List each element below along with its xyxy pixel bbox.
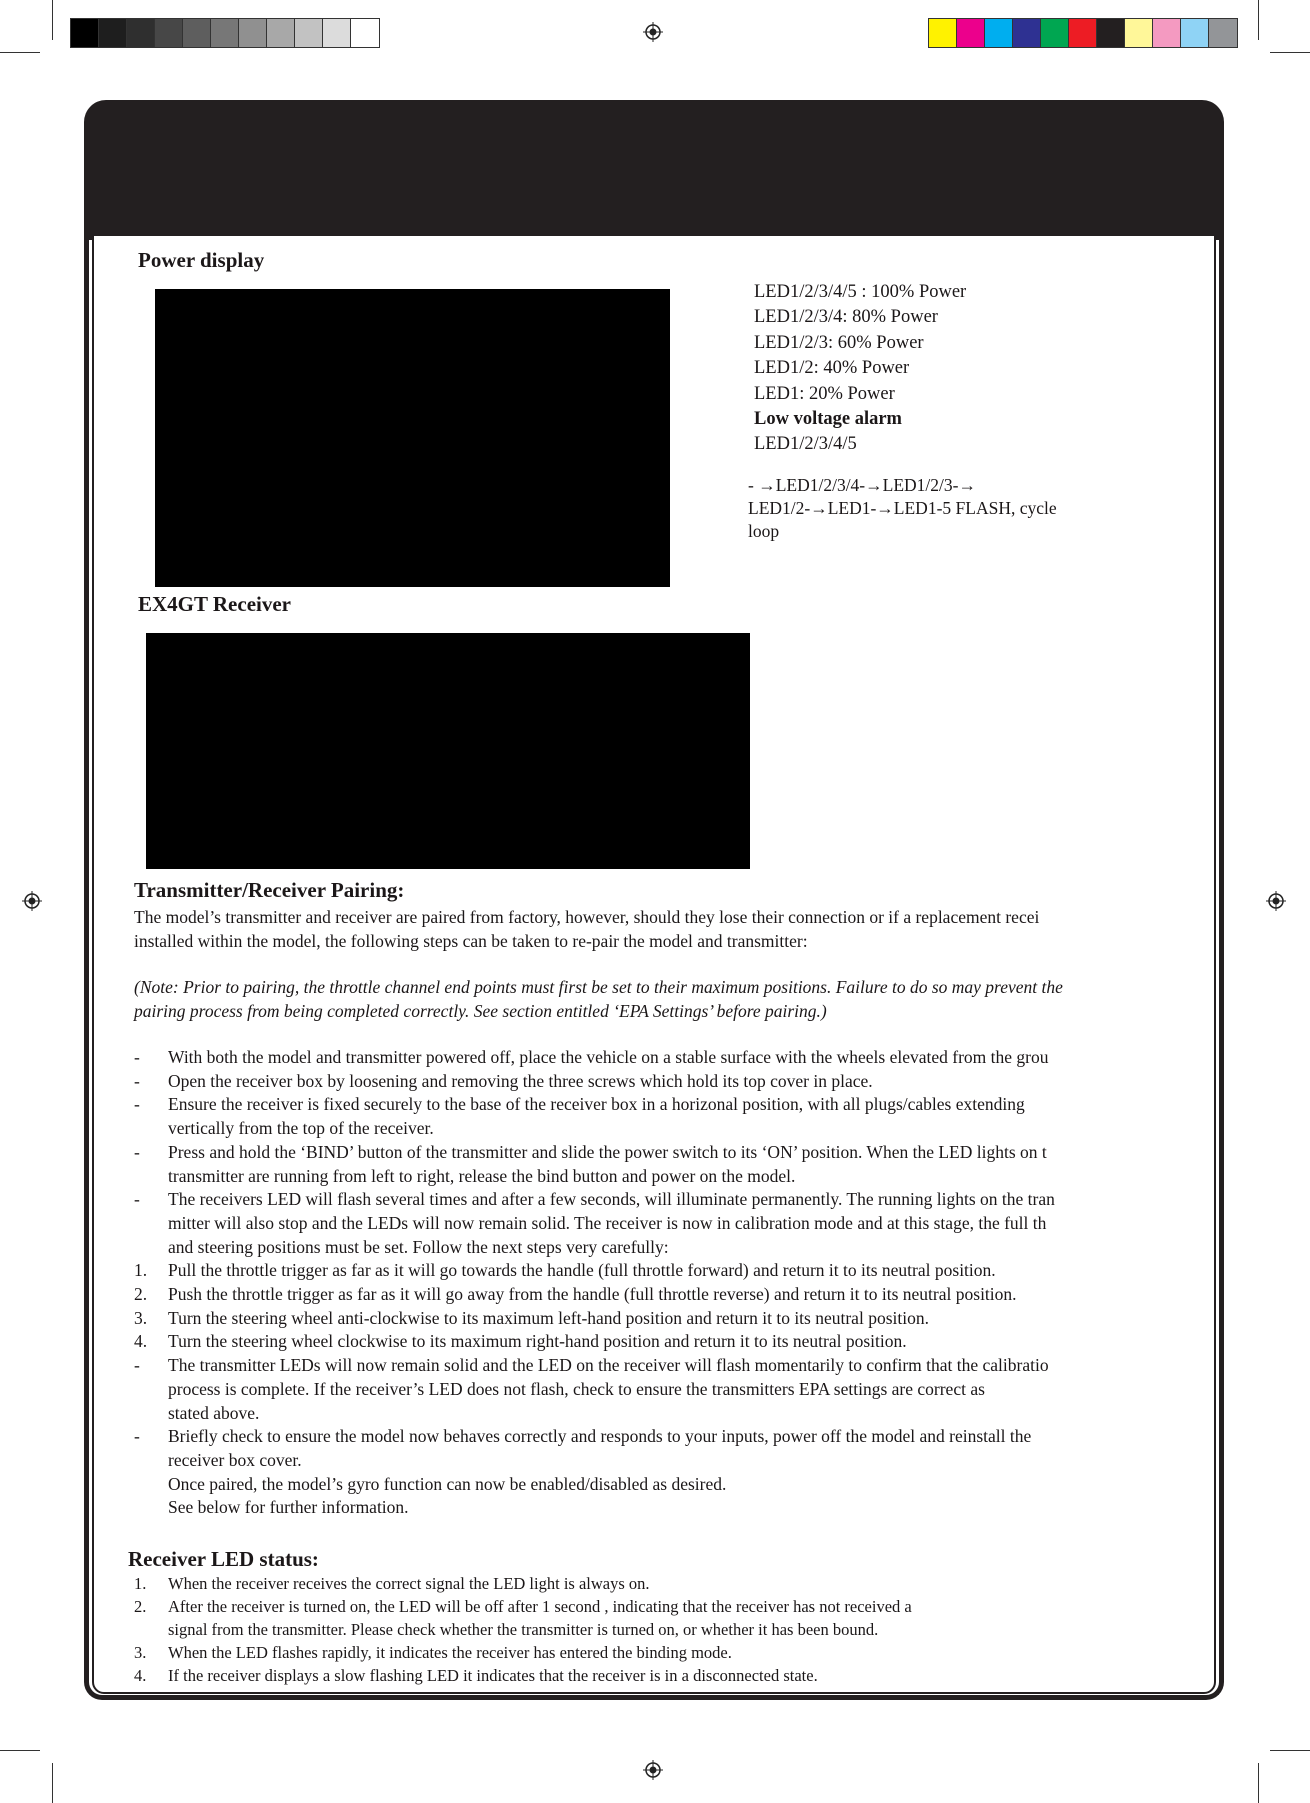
pairing-step: [130, 1141, 1055, 1188]
list-item-text: Turn the steering wheel clockwise to its maximum right-hand position and return it to its neutral position.: [168, 1331, 907, 1352]
list-marker: -: [134, 1094, 140, 1115]
list-item-text: and steering positions must be set. Follow the next steps very carefully:: [168, 1236, 669, 1257]
led-status-item: [130, 1595, 912, 1641]
pairing-step: [130, 1188, 1055, 1259]
list-item-text: stated above.: [168, 1402, 260, 1423]
list-marker: -: [134, 1355, 140, 1376]
list-marker: 3.: [134, 1307, 148, 1328]
pairing-step: [130, 1070, 1055, 1094]
power-level-item: LED1/2: 40% Power: [754, 358, 910, 379]
list-item-text: transmitter are running from left to right, release the bind button and power on the model.: [168, 1165, 796, 1186]
power-display-image: [155, 289, 670, 587]
power-level-item: LED1/2/3: 60% Power: [754, 332, 924, 353]
list-item-text: mitter will also stop and the LEDs will now remain solid. The receiver is now in calibration mode and at this stage, the full th: [168, 1212, 1047, 1233]
list-marker: 2.: [134, 1597, 147, 1616]
pairing-step: [130, 1307, 1055, 1331]
led-status-list: [130, 1572, 912, 1687]
list-item-text: The receivers LED will flash several times and after a few seconds, will illuminate permanently. The running lights on the tran: [168, 1189, 1055, 1210]
power-level-item: LED1/2/3/4: 80% Power: [754, 307, 938, 328]
list-item-text: process is complete. If the receiver’s LED does not flash, check to ensure the transmitters EPA settings are correct as: [168, 1378, 985, 1399]
list-marker: -: [134, 1189, 140, 1210]
receiver-heading: EX4GT Receiver: [138, 592, 291, 616]
pairing-step: [130, 1283, 1055, 1307]
list-item-text: When the receiver receives the correct signal the LED light is always on.: [168, 1574, 650, 1593]
receiver-image: [146, 633, 750, 869]
power-level-list: [754, 280, 966, 458]
list-item-text: If the receiver displays a slow flashing LED it indicates that the receiver is in a disconnected state.: [168, 1666, 818, 1685]
led-status-item: [130, 1641, 912, 1664]
pairing-intro: The model’s transmitter and receiver are paired from factory, however, should they lose their connection or if a replacement recei installed within the model, the following steps can be taken to re-pair the model and transmitter:: [134, 907, 1040, 951]
list-item-text: The transmitter LEDs will now remain solid and the LED on the receiver will flash momentarily to confirm that the calibratio: [168, 1355, 1049, 1376]
list-marker: 3.: [134, 1643, 147, 1662]
power-level-item: LED1/2/3/4/5 : 100% Power: [754, 282, 967, 302]
list-item-text: vertically from the top of the receiver.: [168, 1118, 434, 1139]
power-level-item: LED1: 20% Power: [754, 383, 895, 404]
list-item-text: When the LED flashes rapidly, it indicates the receiver has entered the binding mode.: [168, 1643, 732, 1662]
low-voltage-alarm-leds: LED1/2/3/4/5: [754, 434, 857, 455]
list-marker: 2.: [134, 1284, 148, 1305]
list-marker: 1.: [134, 1260, 148, 1281]
list-marker: -: [134, 1426, 140, 1447]
alarm-sequence-text: - →LED1/2/3/4-→LED1/2/3-→ LED1/2-→LED1-→LED1-5 FLASH, cycle loop: [748, 475, 1057, 541]
pairing-heading: Transmitter/Receiver Pairing:: [134, 878, 405, 902]
pairing-steps-list: [130, 1046, 1055, 1520]
list-item-text: signal from the transmitter. Please check whether the transmitter is turned on, or whether it has been bound.: [168, 1620, 879, 1639]
list-item-text: Once paired, the model’s gyro function can now be enabled/disabled as desired.: [168, 1473, 727, 1494]
list-marker: -: [134, 1141, 140, 1162]
list-marker: -: [134, 1047, 140, 1067]
list-item-text: Ensure the receiver is fixed securely to the base of the receiver box in a horizonal position, with all plugs/cables extending: [168, 1094, 1025, 1115]
list-item-text: Push the throttle trigger as far as it will go away from the handle (full throttle reverse) and return it to its neutral position.: [168, 1284, 1017, 1305]
pairing-step: [130, 1093, 1055, 1140]
pairing-step: [130, 1354, 1055, 1425]
list-item-text: With both the model and transmitter powered off, place the vehicle on a stable surface with the wheels elevated from the grou: [168, 1047, 1049, 1067]
low-voltage-alarm-heading: Low voltage alarm: [754, 409, 902, 430]
led-status-item: [130, 1572, 912, 1595]
list-marker: -: [134, 1070, 140, 1091]
list-marker: 4.: [134, 1331, 148, 1352]
led-status-heading: Receiver LED status:: [128, 1547, 319, 1571]
list-item-text: Open the receiver box by loosening and removing the three screws which hold its top cover in place.: [168, 1070, 873, 1091]
list-marker: 1.: [134, 1574, 147, 1593]
pairing-step: [130, 1046, 1055, 1070]
pairing-note: (Note: Prior to pairing, the throttle channel end points must first be set to their maximum positions. Failure to do so may prevent the pairing process from being completed correctly. See section entitled ‘EPA Settings’ before pairing.): [134, 977, 1063, 1021]
power-display-heading: Power display: [138, 248, 265, 272]
pairing-step: [130, 1330, 1055, 1354]
pairing-step: [130, 1259, 1055, 1283]
list-marker: 4.: [134, 1666, 147, 1685]
list-item-text: After the receiver is turned on, the LED will be off after 1 second , indicating that the receiver has not received a: [168, 1597, 912, 1616]
pairing-step: [130, 1425, 1055, 1520]
list-item-text: Pull the throttle trigger as far as it will go towards the handle (full throttle forward) and return it to its neutral position.: [168, 1260, 996, 1281]
list-item-text: Briefly check to ensure the model now behaves correctly and responds to your inputs, power off the model and reinstall the: [168, 1426, 1032, 1447]
list-item-text: Press and hold the ‘BIND’ button of the transmitter and slide the power switch to its ‘ON’ position. When the LED lights on t: [168, 1141, 1047, 1162]
list-item-text: Turn the steering wheel anti-clockwise to its maximum left-hand position and return it to its neutral position.: [168, 1307, 929, 1328]
led-status-item: [130, 1664, 912, 1687]
list-item-text: receiver box cover.: [168, 1449, 302, 1470]
list-item-text: See below for further information.: [168, 1497, 409, 1518]
